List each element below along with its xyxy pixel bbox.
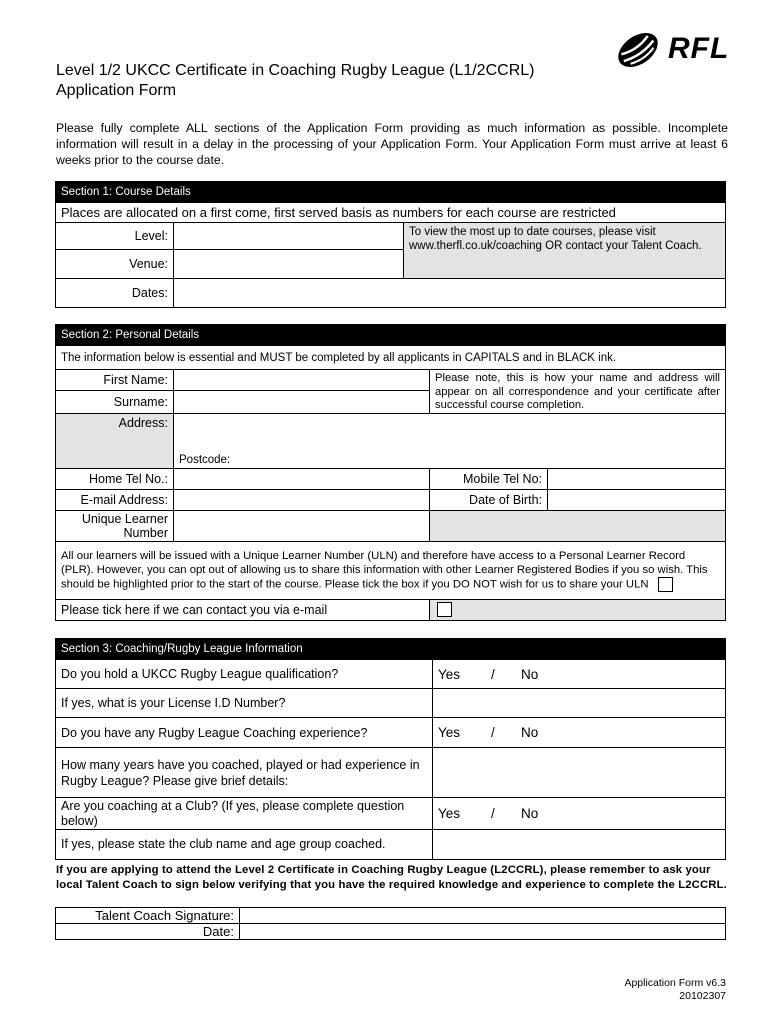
page-title [56,61,534,101]
address-field[interactable] [174,413,726,468]
section-1-table [55,181,726,308]
section-2-table [55,324,726,621]
license-id-field[interactable] [433,689,726,718]
section-3-table [55,638,726,860]
email-contact-cell [430,599,726,620]
q-ukcc-answer[interactable] [433,660,726,689]
mobile-tel-field[interactable] [548,468,726,489]
logo-text: RFL [668,32,730,65]
dob-label: Date of Birth: [430,489,548,510]
email-label: E-mail Address: [56,489,174,510]
q-coaching-club: Are you coaching at a Club? (If yes, please complete question below) [56,798,433,830]
level-field[interactable] [174,223,404,250]
q-ukcc-qualification: Do you hold a UKCC Rugby League qualification? [56,660,433,689]
q-coaching-experience: Do you have any Rugby League Coaching experience? [56,718,433,748]
q-club-name: If yes, please state the club name and age group coached. [56,830,433,860]
section-1-notice: Places are allocated on a first come, first served basis as numbers for each course are restricted [56,203,726,223]
home-tel-label: Home Tel No.: [56,468,174,489]
venue-label: Venue: [56,250,174,279]
title-line-2: Application Form [56,82,177,99]
first-name-field[interactable] [174,370,430,391]
title-line-1: Level 1/2 UKCC Certificate in Coaching Rugby League (L1/2CCRL) [56,62,535,79]
no-option[interactable]: No [521,666,539,682]
mobile-tel-label: Mobile Tel No: [430,468,548,489]
no-option[interactable]: No [521,725,539,740]
dates-field[interactable] [174,279,726,308]
uln-info [56,541,726,599]
dates-label: Dates: [56,279,174,308]
signature-date-field[interactable] [240,924,726,940]
section-2-notice: The information below is essential and MUST be completed by all applicants in CAPITALS and in BLACK ink. [56,346,726,370]
intro-text: Please fully complete ALL sections of the Application Form providing as much information as possible. Incomplete information will result in a delay in the processing of your Application Form. Your Application Form must arrive at least 6 weeks prior to the course date. [56,121,728,167]
postcode-label: Postcode: [179,453,231,466]
surname-label: Surname: [56,391,174,413]
uln-info-text: All our learners will be issued with a Unique Learner Number (ULN) and therefore have access to a Personal Learner Record (PLR). However, you can opt out of allowing us to share this information with other Learner Registered Bodies if you so wish. This should be highlighted prior to the start of the course. Please tick the box if you DO NOT wish for us to share your ULN [61,549,708,590]
form-version: Application Form v6.3 [624,977,726,989]
name-note: Please note, this is how your name and address will appear on all correspondence and your certificate after successful course completion. [430,370,726,414]
uln-grey-cell [430,510,726,541]
q-license-id: If yes, what is your License I.D Number? [56,689,433,718]
uln-opt-out-checkbox[interactable] [658,577,673,592]
talent-coach-signature-label: Talent Coach Signature: [56,908,240,924]
signature-date-label: Date: [56,924,240,940]
uln-label: Unique Learner Number [56,510,174,541]
section-2-header: Section 2: Personal Details [56,325,726,346]
slash-text: / [491,806,495,821]
l2ccrl-note: If you are applying to attend the Level 2 Certificate in Coaching Rugby League (L2CCRL), please remember to ask your local Talent Coach to sign below verifying that you have the required knowledge and experience to complete the L2CCRL. [56,864,727,891]
first-name-label: First Name: [56,370,174,391]
talent-coach-signature-field[interactable] [240,908,726,924]
no-option[interactable]: No [521,806,539,821]
q-coaching-experience-answer[interactable] [433,718,726,748]
years-experience-field[interactable] [433,748,726,798]
surname-field[interactable] [174,391,430,413]
form-code: 20102307 [679,990,726,1002]
yes-option[interactable]: Yes [438,725,461,740]
section-1-header: Section 1: Course Details [56,182,726,203]
address-label: Address: [56,413,174,468]
home-tel-field[interactable] [174,468,430,489]
slash-text: / [491,666,495,682]
course-info: To view the most up to date courses, please visit www.therfl.co.uk/coaching OR contact your Talent Coach. [404,223,726,279]
email-field[interactable] [174,489,430,510]
q-coaching-club-answer[interactable] [433,798,726,830]
uln-field[interactable] [174,510,430,541]
level-label: Level: [56,223,174,250]
q-years-experience: How many years have you coached, played or had experience in Rugby League? Please give brief details: [56,748,433,798]
section-3-header: Section 3: Coaching/Rugby League Information [56,639,726,660]
rfl-logo [612,26,734,74]
yes-option[interactable]: Yes [438,666,461,682]
email-contact-checkbox[interactable] [437,602,452,617]
footer [624,977,726,1003]
yes-option[interactable]: Yes [438,806,461,821]
signature-table [55,907,726,940]
email-contact-label: Please tick here if we can contact you via e-mail [56,599,430,620]
slash-text: / [491,725,495,740]
club-name-field[interactable] [433,830,726,860]
venue-field[interactable] [174,250,404,279]
dob-field[interactable] [548,489,726,510]
